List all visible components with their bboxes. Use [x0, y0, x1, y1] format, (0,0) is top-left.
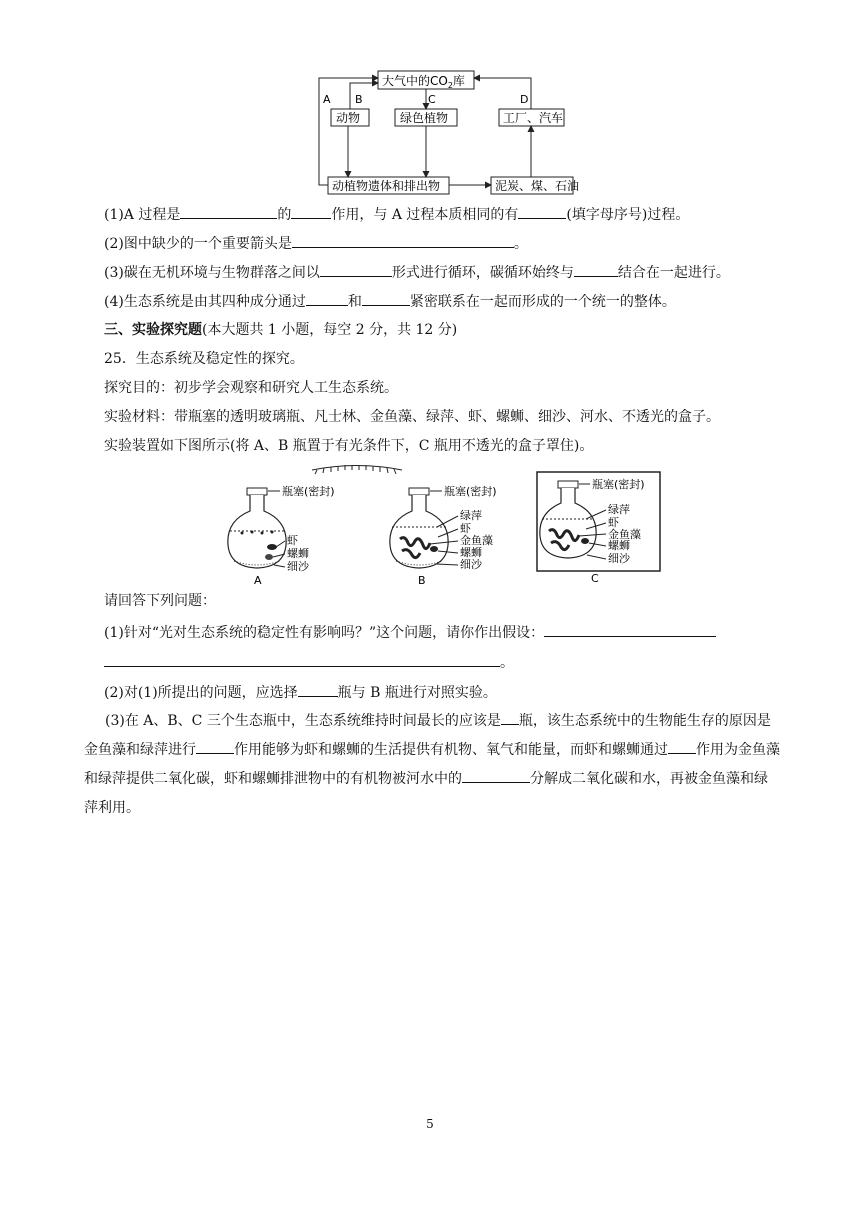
flask-c-shrimp-label: 虾	[608, 516, 619, 529]
question-1: (1)A 过程是 的 作用，与 A 过程本质相同的有 (填字母序号)过程。	[104, 204, 689, 225]
flask-b-goldfish-weed-label: 金鱼藻	[460, 534, 493, 547]
blank-s1a[interactable]	[544, 622, 716, 637]
blank-s3d[interactable]	[462, 768, 530, 783]
arrow-a-label: A	[323, 93, 331, 106]
fossil-label: 泥炭、煤、石油	[495, 179, 580, 193]
answer-prompt: 请回答下列问题：	[104, 593, 216, 609]
sub-question-1: (1)针对“光对生态系统的稳定性有影响吗？”这个问题，请你作出假设：	[104, 622, 716, 643]
flask-c-label: C	[591, 572, 599, 585]
blank-s3c[interactable]	[668, 739, 696, 754]
atmosphere-label: 大气中的$CO_2$库	[382, 74, 465, 90]
factories-label: 工厂、汽车	[503, 111, 564, 125]
flask-c-goldfish-weed-label: 金鱼藻	[608, 528, 641, 541]
q25-title: 25．生态系统及稳定性的探究。	[104, 351, 304, 367]
blank-s2[interactable]	[298, 682, 338, 697]
arrow-b-label: B	[355, 93, 363, 106]
flask-a-snail-label: 螺蛳	[287, 547, 309, 560]
blank-1c[interactable]	[518, 204, 566, 219]
blank-4b[interactable]	[362, 291, 410, 306]
arrow-d-label: D	[520, 93, 529, 106]
flask-b-stopper-label: 瓶塞(密封)	[444, 485, 497, 498]
flask-b-sand-label: 细沙	[460, 558, 482, 571]
remains-label: 动植物遗体和排出物	[332, 179, 441, 193]
section-3-heading: 三、实验探究题(本大题共 1 小题，每空 2 分，共 12 分)	[104, 322, 458, 338]
flask-b-snail-label: 螺蛳	[460, 546, 482, 559]
flask-a-shrimp-label: 虾	[287, 534, 298, 547]
q25-setup: 实验装置如下图所示(将 A、B 瓶置于有光条件下，C 瓶用不透光的盒子罩住)。	[104, 438, 594, 454]
page-number: 5	[426, 1117, 434, 1131]
question-4: (4)生态系统是由其四种成分通过 和 紧密联系在一起而形成的一个统一的整体。	[104, 291, 676, 312]
blank-3b[interactable]	[574, 262, 618, 277]
carbon-cycle-diagram	[315, 66, 580, 196]
flask-b-duckweed-label: 绿萍	[460, 509, 482, 522]
sub-question-2: (2)对(1)所提出的问题，应选择 瓶与 B 瓶进行对照实验。	[104, 682, 497, 703]
flask-apparatus-diagram	[222, 461, 662, 587]
sub-question-1-cont: 。	[104, 652, 514, 673]
sub-question-3: (3)在 A、B、C 三个生态瓶中，生态系统维持时间最长的应该是 瓶，该生态系统中的生物能生存的原因是金鱼藻和绿萍进行 作用能够为虾和螺蛳的生活提供有机物、氧气和能量，而虾和螺蛳通过 作用为金鱼藻和绿萍提供二氧化碳，虾和螺蛳排泄物中的有机物被河水中的 分解成二氧化碳和水，再被金鱼藻和绿萍利用。	[84, 707, 780, 823]
arrow-c-label: C	[428, 93, 436, 106]
flask-a-stopper-label: 瓶塞(密封)	[282, 485, 335, 498]
question-2: (2)图中缺少的一个重要箭头是 。	[104, 233, 528, 254]
blank-4a[interactable]	[306, 291, 348, 306]
blank-2[interactable]	[292, 233, 514, 248]
flask-a-sand-label: 细沙	[287, 560, 309, 573]
blank-s3b[interactable]	[196, 739, 234, 754]
flask-c-snail-label: 螺蛳	[608, 539, 630, 552]
blank-s3a[interactable]	[501, 710, 519, 725]
flask-b-shrimp-label: 虾	[460, 522, 471, 535]
flask-c-duckweed-label: 绿萍	[608, 503, 630, 516]
flask-c-sand-label: 细沙	[608, 552, 630, 565]
blank-1b[interactable]	[291, 204, 331, 219]
plants-label: 绿色植物	[400, 111, 449, 125]
flask-c-stopper-label: 瓶塞(密封)	[592, 478, 645, 491]
animals-label: 动物	[336, 111, 361, 125]
sunlight-icon	[312, 465, 402, 474]
flask-b	[390, 488, 448, 568]
q25-materials: 实验材料：带瓶塞的透明玻璃瓶、凡士林、金鱼藻、绿萍、虾、螺蛳、细沙、河水、不透光的盒子。	[104, 409, 720, 425]
q25-purpose: 探究目的：初步学会观察和研究人工生态系统。	[104, 380, 398, 396]
blank-1a[interactable]	[180, 204, 277, 219]
question-3: (3)碳在无机环境与生物群落之间以 形式进行循环，碳循环始终与 结合在一起进行。	[104, 262, 730, 283]
blank-3a[interactable]	[320, 262, 392, 277]
flask-b-label: B	[418, 574, 426, 587]
blank-s1b[interactable]	[104, 652, 500, 667]
flask-a-label: A	[254, 574, 262, 587]
